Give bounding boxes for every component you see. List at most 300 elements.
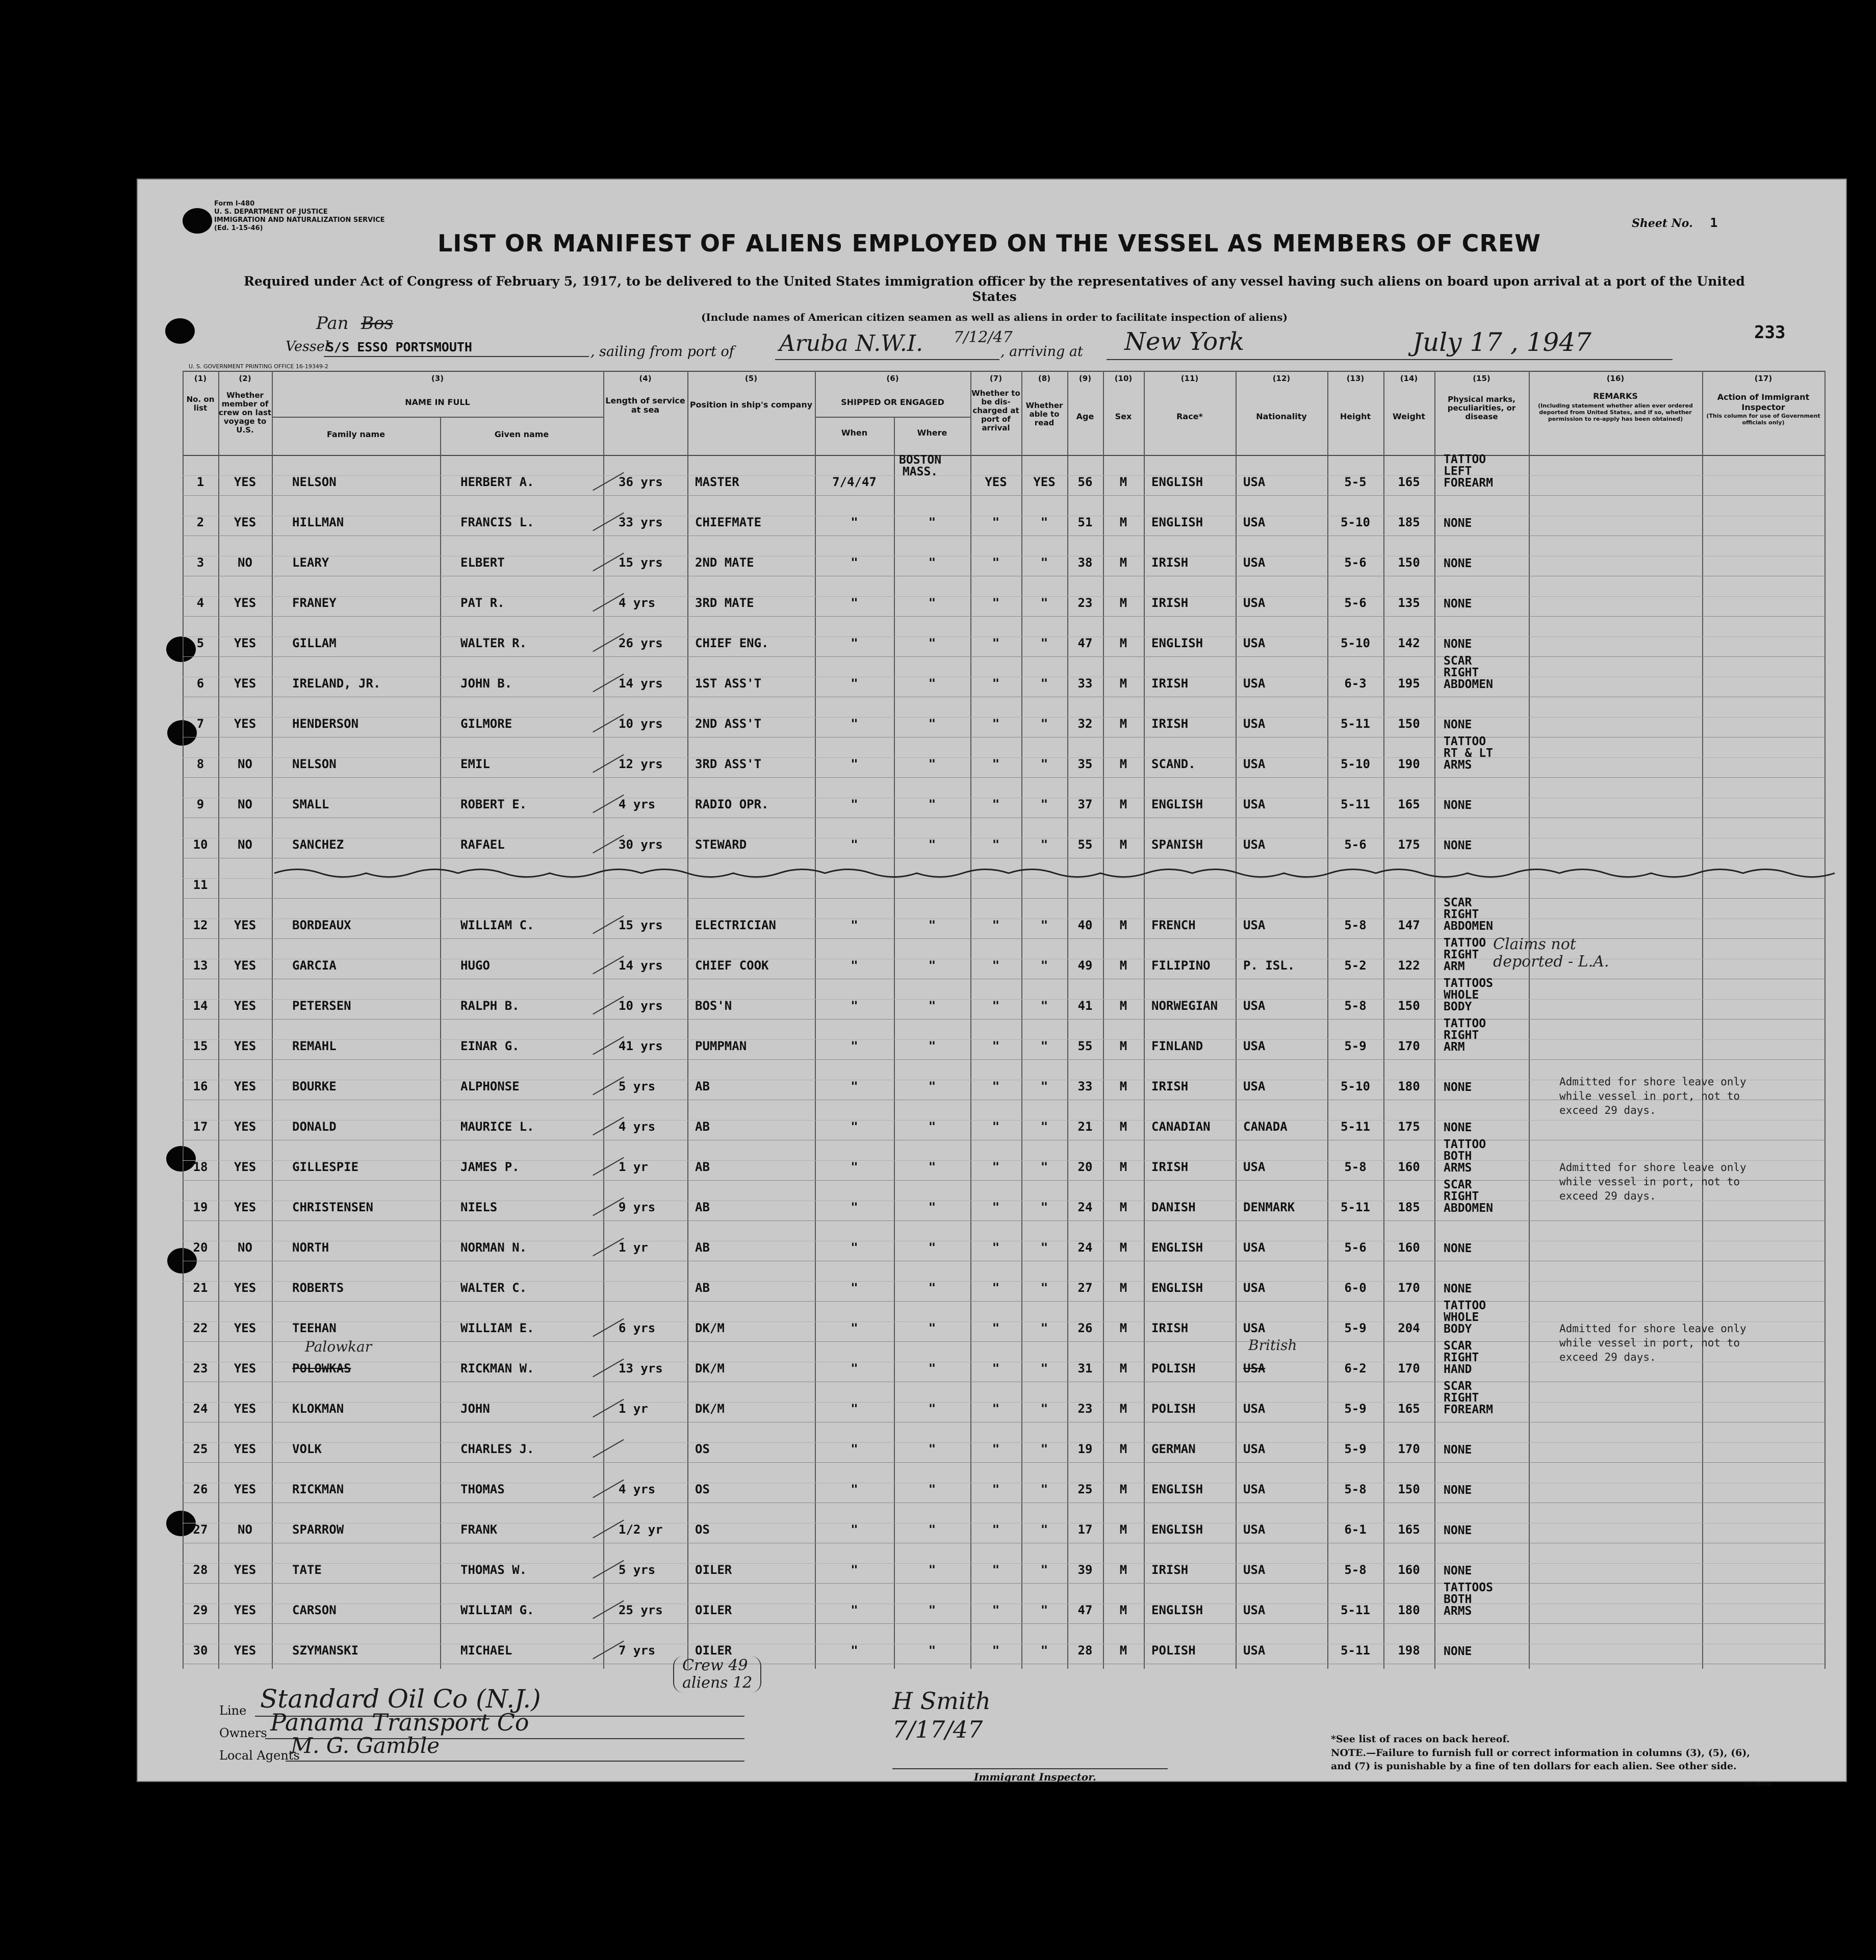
stamp-number: 233 — [1754, 322, 1786, 343]
header-shipped: SHIPPED OR ENGAGED — [841, 397, 944, 407]
cell-age: 39 — [1077, 1563, 1093, 1577]
cell-age: 35 — [1077, 757, 1093, 771]
cell-age: 21 — [1077, 1119, 1093, 1134]
cell-length: 5 yrs — [619, 1563, 656, 1577]
cell-weight: 122 — [1398, 958, 1420, 973]
cell-race: ENGLISH — [1151, 797, 1203, 811]
cell-last: YES — [234, 918, 256, 932]
cell-given: MAURICE L. — [460, 1119, 534, 1134]
cell-nat: USA — [1243, 1039, 1266, 1053]
cell-when: " — [851, 717, 858, 731]
cell-read: " — [1040, 797, 1048, 811]
cell-when: " — [851, 1361, 858, 1376]
cell-nat: USA — [1243, 757, 1266, 771]
physical-marks: NONE — [1444, 1484, 1472, 1497]
line-label: Line — [219, 1703, 247, 1718]
sheet-number-block — [1632, 215, 1717, 230]
cell-sex: M — [1119, 757, 1127, 771]
cell-last: YES — [234, 958, 256, 973]
cell-last: YES — [234, 1281, 256, 1295]
cell-position: DK/M — [695, 1361, 725, 1376]
cell-age: 56 — [1077, 475, 1093, 489]
cell-age: 17 — [1077, 1522, 1093, 1537]
cell-last: YES — [234, 1442, 256, 1456]
cell-age: 37 — [1077, 797, 1093, 811]
cell-length: 5 yrs — [619, 1079, 656, 1093]
printing-office: U. S. GOVERNMENT PRINTING OFFICE 16-19349-2 — [189, 363, 328, 370]
cell-where: " — [928, 1643, 936, 1658]
physical-marks: NONE — [1444, 1242, 1472, 1255]
cell-weight: 185 — [1398, 1200, 1420, 1214]
cell-last: NO — [238, 555, 252, 570]
cell-height: 6-0 — [1344, 1281, 1367, 1295]
cell-age: 20 — [1077, 1160, 1093, 1174]
cell-when: " — [851, 1482, 858, 1496]
cell-no: 2 — [196, 515, 204, 529]
cell-weight: 160 — [1398, 1160, 1420, 1174]
cell-race: IRISH — [1151, 596, 1189, 610]
column-number: (2) — [239, 374, 251, 383]
cell-age: 55 — [1077, 1039, 1093, 1053]
cell-where: " — [928, 797, 936, 811]
cell-sex: M — [1119, 1442, 1127, 1456]
cell-age: 51 — [1077, 515, 1093, 529]
cell-when: " — [851, 1240, 858, 1255]
column-number: (15) — [1473, 374, 1490, 383]
cell-race: FILIPINO — [1151, 958, 1211, 973]
cell-family: LEARY — [292, 555, 329, 570]
header-given-name: Given name — [494, 429, 549, 439]
cell-disch: " — [992, 999, 1000, 1013]
cell-race: IRISH — [1151, 717, 1189, 731]
cell-last: YES — [234, 515, 256, 529]
cell-length: 4 yrs — [619, 596, 656, 610]
agents-label: Local Agents — [219, 1748, 300, 1763]
cell-given: JAMES P. — [460, 1160, 520, 1174]
cell-length: 26 yrs — [619, 636, 663, 650]
cell-given: GILMORE — [460, 717, 512, 731]
cell-height: 5-6 — [1344, 596, 1367, 610]
cell-family: SZYMANSKI — [292, 1643, 359, 1658]
cell-where: " — [928, 1039, 936, 1053]
physical-marks: TATTOO LEFT FOREARM — [1444, 453, 1493, 490]
cell-height: 5-10 — [1341, 757, 1370, 771]
cell-race: ENGLISH — [1151, 1281, 1203, 1295]
cell-nat: USA — [1243, 475, 1266, 489]
cell-last: NO — [238, 1240, 252, 1255]
physical-marks: NONE — [1444, 839, 1472, 852]
cell-position: MASTER — [695, 475, 739, 489]
physical-marks: SCAR RIGHT FOREARM — [1444, 1380, 1493, 1416]
cell-age: 49 — [1077, 958, 1093, 973]
cell-family: BOURKE — [292, 1079, 337, 1093]
vessel-label: Vessel — [286, 339, 329, 354]
cell-where: " — [928, 636, 936, 650]
header-nationality: Nationality — [1256, 412, 1307, 421]
cell-race: ENGLISH — [1151, 475, 1203, 489]
cell-race: FINLAND — [1151, 1039, 1203, 1053]
cell-where: " — [928, 1240, 936, 1255]
cell-height: 5-11 — [1341, 1200, 1370, 1214]
column-number: (8) — [1038, 374, 1051, 383]
cell-no: 5 — [196, 636, 204, 650]
cell-nat: USA — [1243, 837, 1266, 852]
cell-given: RALPH B. — [460, 999, 520, 1013]
column-number: (6) — [886, 374, 899, 383]
column-number: (9) — [1078, 374, 1092, 383]
cell-when: " — [851, 636, 858, 650]
cell-race: SCAND. — [1151, 757, 1196, 771]
cell-disch: " — [992, 1240, 1000, 1255]
line-value: Standard Oil Co (N.J.) — [260, 1684, 541, 1714]
cell-sex: M — [1119, 1281, 1127, 1295]
cell-length: 1 yr — [619, 1240, 648, 1255]
cell-length: 10 yrs — [619, 717, 663, 731]
cell-last: YES — [234, 1563, 256, 1577]
cell-given: ALPHONSE — [460, 1079, 520, 1093]
cell-family: HILLMAN — [292, 515, 344, 529]
column-number: (5) — [744, 374, 758, 383]
cell-position: OS — [695, 1482, 710, 1496]
cell-when: " — [851, 1442, 858, 1456]
physical-marks: NONE — [1444, 799, 1472, 812]
cell-where: " — [928, 1563, 936, 1577]
cell-when: " — [851, 1039, 858, 1053]
cell-last: YES — [234, 636, 256, 650]
cell-age: 24 — [1077, 1200, 1093, 1214]
physical-marks: NONE — [1444, 517, 1472, 530]
cell-given: HUGO — [460, 958, 490, 973]
cell-read: " — [1040, 1402, 1048, 1416]
column-number: (13) — [1346, 374, 1365, 383]
cell-sex: M — [1119, 797, 1127, 811]
cell-where: " — [928, 1603, 936, 1617]
cell-height: 5-8 — [1344, 1482, 1367, 1496]
cell-nat: USA — [1243, 1643, 1266, 1658]
cell-where: " — [928, 1522, 936, 1537]
header-remarks-note: (Including statement whether alien ever ordered deported from United States, and if so, whether permission to re-apply has been obtained) — [1538, 402, 1693, 422]
cell-weight: 135 — [1398, 596, 1420, 610]
cell-disch: " — [992, 958, 1000, 973]
cell-where: " — [928, 1442, 936, 1456]
cell-where: " — [928, 999, 936, 1013]
cell-no: 16 — [193, 1079, 208, 1093]
physical-marks: NONE — [1444, 638, 1472, 651]
cell-position: AB — [695, 1281, 710, 1295]
cell-sex: M — [1119, 515, 1127, 529]
cell-height: 6-1 — [1344, 1522, 1367, 1537]
cell-given: ROBERT E. — [460, 797, 527, 811]
punch-hole — [183, 208, 212, 234]
cell-disch: " — [992, 1321, 1000, 1335]
cell-height: 5-2 — [1344, 958, 1367, 973]
cell-where: " — [928, 958, 936, 973]
cell-race: ENGLISH — [1151, 515, 1203, 529]
cell-weight: 165 — [1398, 475, 1420, 489]
cell-given: WILLIAM G. — [460, 1603, 534, 1617]
cell-given: RAFAEL — [460, 837, 505, 852]
cell-length: 10 yrs — [619, 999, 663, 1013]
cell-height: 5-10 — [1341, 1079, 1370, 1093]
cell-sex: M — [1119, 1240, 1127, 1255]
inspector-signature: H Smith 7/17/47 — [892, 1687, 991, 1743]
cell-when: " — [851, 1643, 858, 1658]
physical-marks: SCAR RIGHT ABDOMEN — [1444, 654, 1493, 691]
cell-disch: " — [992, 1563, 1000, 1577]
header-position: Position in ship's company — [689, 400, 813, 410]
cell-age: 32 — [1077, 717, 1093, 731]
print-number: 16-19349 — [1744, 1781, 1771, 1788]
cell-read: " — [1040, 958, 1048, 973]
cell-read: " — [1040, 1119, 1048, 1134]
cell-when: " — [851, 958, 858, 973]
physical-marks: NONE — [1444, 557, 1472, 570]
cell-given: RICKMAN W. — [460, 1361, 534, 1376]
cell-nat: CANADA — [1243, 1119, 1288, 1134]
cell-position: BOS'N — [695, 999, 732, 1013]
header-read: Whether able to read — [1025, 401, 1063, 427]
cell-race: IRISH — [1151, 1321, 1189, 1335]
cell-where: " — [928, 555, 936, 570]
cell-family: GARCIA — [292, 958, 337, 973]
header-family-name: Family name — [326, 429, 386, 439]
cell-when: " — [851, 797, 858, 811]
cell-last: YES — [234, 596, 256, 610]
cell-sex: M — [1119, 1563, 1127, 1577]
cell-disch: " — [992, 837, 1000, 852]
cell-length: 15 yrs — [619, 555, 663, 570]
cell-length: 1 yr — [619, 1402, 648, 1416]
cell-length: 15 yrs — [619, 918, 663, 932]
cell-length: 14 yrs — [619, 958, 663, 973]
port-from: Aruba N.W.I. — [779, 330, 923, 357]
crew-table — [183, 371, 1824, 1669]
physical-marks: NONE — [1444, 597, 1472, 610]
cell-when: " — [851, 596, 858, 610]
cell-nat: USA — [1243, 1281, 1266, 1295]
cell-disch: " — [992, 636, 1000, 650]
cell-nat: USA — [1243, 1522, 1266, 1537]
cell-read: " — [1040, 515, 1048, 529]
vessel-struck: Bos — [361, 313, 393, 334]
header-length: Length of service at sea — [605, 396, 685, 415]
cell-length: 33 yrs — [619, 515, 663, 529]
cell-disch: " — [992, 797, 1000, 811]
cell-no: 28 — [193, 1563, 208, 1577]
cell-nat: USA — [1243, 1079, 1266, 1093]
cell-weight: 180 — [1398, 1079, 1420, 1093]
cell-sex: M — [1119, 636, 1127, 650]
cell-no: 17 — [193, 1119, 208, 1134]
shore-leave-remark: Admitted for shore leave only while vessel in port, not to exceed 29 days. — [1559, 1076, 1746, 1116]
physical-marks: TATTOO RIGHT ARM — [1444, 1017, 1486, 1054]
cell-no: 24 — [193, 1402, 208, 1416]
cell-no: 15 — [193, 1039, 208, 1053]
cell-height: 5-6 — [1344, 1240, 1367, 1255]
cell-last: YES — [234, 999, 256, 1013]
cell-when: " — [851, 1281, 858, 1295]
cell-family: FRANEY — [292, 596, 337, 610]
cell-last: YES — [234, 1321, 256, 1335]
physical-marks: NONE — [1444, 718, 1472, 731]
cell-weight: 160 — [1398, 1240, 1420, 1255]
races-note: *See list of races on back hereof. — [1331, 1734, 1510, 1745]
agents-value: M. G. Gamble — [291, 1733, 440, 1758]
cell-when: 7/4/47 — [832, 475, 877, 489]
cell-weight: 198 — [1398, 1643, 1420, 1658]
header-last-voyage: Whether member of crew on last voyage to U.S. — [218, 391, 272, 435]
cell-length: 7 yrs — [619, 1643, 656, 1658]
cell-weight: 165 — [1398, 1522, 1420, 1537]
cell-where: " — [928, 596, 936, 610]
cell-sex: M — [1119, 1522, 1127, 1537]
cell-disch: " — [992, 1200, 1000, 1214]
cell-family: TEEHAN — [292, 1321, 337, 1335]
cell-weight: 170 — [1398, 1281, 1420, 1295]
cell-age: 26 — [1077, 1321, 1093, 1335]
cell-when: " — [851, 515, 858, 529]
header-age: Age — [1076, 412, 1094, 421]
column-number: (4) — [639, 374, 652, 383]
column-number: (17) — [1754, 374, 1772, 383]
header-name-full: NAME IN FULL — [405, 397, 470, 407]
cell-height: 5-6 — [1344, 555, 1367, 570]
column-number: (1) — [194, 374, 207, 383]
cell-nat: P. ISL. — [1243, 958, 1295, 973]
physical-marks: NONE — [1444, 1443, 1472, 1457]
cell-height: 5-11 — [1341, 797, 1370, 811]
cell-given: WALTER C. — [460, 1281, 527, 1295]
cell-read: " — [1040, 1442, 1048, 1456]
sheet-number: 1 — [1710, 215, 1718, 230]
physical-marks: NONE — [1444, 1081, 1472, 1094]
cell-where: " — [928, 1281, 936, 1295]
cell-age: 19 — [1077, 1442, 1093, 1456]
cell-disch: " — [992, 1603, 1000, 1617]
cell-position: 2ND MATE — [695, 555, 754, 570]
cell-sex: M — [1119, 1119, 1127, 1134]
cell-position: DK/M — [695, 1402, 725, 1416]
cell-sex: M — [1119, 999, 1127, 1013]
cell-no: 13 — [193, 958, 208, 973]
cell-disch: " — [992, 1522, 1000, 1537]
cell-nat: USA — [1243, 1240, 1266, 1255]
cell-when: " — [851, 1402, 858, 1416]
cell-read: " — [1040, 1240, 1048, 1255]
cell-weight: 170 — [1398, 1361, 1420, 1376]
cell-read: YES — [1033, 475, 1056, 489]
row-strike-line — [183, 853, 1824, 894]
cell-height: 5-11 — [1341, 717, 1370, 731]
cell-weight: 150 — [1398, 555, 1420, 570]
shore-leave-remark: Admitted for shore leave only while vessel in port, not to exceed 29 days. — [1559, 1161, 1746, 1202]
cell-length: 9 yrs — [619, 1200, 656, 1214]
cell-length: 25 yrs — [619, 1603, 663, 1617]
cell-height: 5-10 — [1341, 515, 1370, 529]
cell-read: " — [1040, 1281, 1048, 1295]
cell-no: 23 — [193, 1361, 208, 1376]
cell-nat: USA — [1243, 1563, 1266, 1577]
cell-family: GILLESPIE — [292, 1160, 359, 1174]
cell-given: JOHN — [460, 1402, 490, 1416]
column-number: (16) — [1606, 374, 1625, 383]
cell-sex: M — [1119, 1402, 1127, 1416]
cell-no: 6 — [196, 676, 204, 691]
cell-read: " — [1040, 636, 1048, 650]
cell-weight: 175 — [1398, 1119, 1420, 1134]
cell-read: " — [1040, 999, 1048, 1013]
physical-marks: NONE — [1444, 1121, 1472, 1134]
cell-age: 38 — [1077, 555, 1093, 570]
header-discharged: Whether to be dis- charged at port of arrival — [971, 389, 1020, 432]
header-action-note: (This column for use of Government officials only) — [1706, 413, 1820, 426]
cell-read: " — [1040, 918, 1048, 932]
cell-height: 5-5 — [1344, 475, 1367, 489]
cell-weight: 142 — [1398, 636, 1420, 650]
cell-race: IRISH — [1151, 555, 1189, 570]
cell-last: YES — [234, 475, 256, 489]
cell-position: CHIEF ENG. — [695, 636, 769, 650]
cell-position: DK/M — [695, 1321, 725, 1335]
cell-race: IRISH — [1151, 676, 1189, 691]
cell-no: 18 — [193, 1160, 208, 1174]
shore-leave-remark: Admitted for shore leave only while vessel in port, not to exceed 29 days. — [1559, 1322, 1746, 1363]
cell-length: 41 yrs — [619, 1039, 663, 1053]
cell-when: " — [851, 999, 858, 1013]
crew-count: Crew 49 aliens 12 — [673, 1656, 761, 1693]
cell-last: YES — [234, 1482, 256, 1496]
header-action: Action of Immigrant Inspector — [1717, 392, 1810, 412]
cell-where: " — [928, 1119, 936, 1134]
cell-disch: " — [992, 676, 1000, 691]
cell-when: " — [851, 555, 858, 570]
cell-sex: M — [1119, 1361, 1127, 1376]
cell-height: 5-11 — [1341, 1643, 1370, 1658]
cell-no: 3 — [196, 555, 204, 570]
cell-nat: USA — [1243, 555, 1266, 570]
cell-age: 23 — [1077, 1402, 1093, 1416]
cell-height: 6-2 — [1344, 1361, 1367, 1376]
cell-disch: " — [992, 1402, 1000, 1416]
cell-race: IRISH — [1151, 1160, 1189, 1174]
cell-position: OS — [695, 1442, 710, 1456]
cell-given: THOMAS W. — [460, 1563, 527, 1577]
cell-age: 25 — [1077, 1482, 1093, 1496]
cell-sex: M — [1119, 1603, 1127, 1617]
cell-height: 5-11 — [1341, 1119, 1370, 1134]
cell-race: GERMAN — [1151, 1442, 1196, 1456]
cell-disch: " — [992, 1160, 1000, 1174]
cell-last: YES — [234, 1402, 256, 1416]
cell-position: 1ST ASS'T — [695, 676, 762, 691]
subtitle: Required under Act of Congress of February 5, 1917, to be delivered to the United States immigration officer by the representatives of any vessel having such aliens on board upon arrival at a port of the United States — [244, 274, 1745, 304]
cell-height: 5-10 — [1341, 636, 1370, 650]
cell-position: CHIEFMATE — [695, 515, 762, 529]
cell-read: " — [1040, 1482, 1048, 1496]
cell-given: NIELS — [460, 1200, 498, 1214]
punch-hole — [165, 318, 195, 344]
cell-no: 14 — [193, 999, 208, 1013]
cell-disch: " — [992, 1361, 1000, 1376]
cell-read: " — [1040, 1160, 1048, 1174]
polowkas-handwritten-correction: Palowkar — [305, 1338, 372, 1355]
cell-given: FRANK — [460, 1522, 498, 1537]
cell-position: STEWARD — [695, 837, 747, 852]
cell-last: YES — [234, 1079, 256, 1093]
cell-last: YES — [234, 1200, 256, 1214]
header-where: Where — [917, 428, 947, 438]
cell-weight: 165 — [1398, 1402, 1420, 1416]
